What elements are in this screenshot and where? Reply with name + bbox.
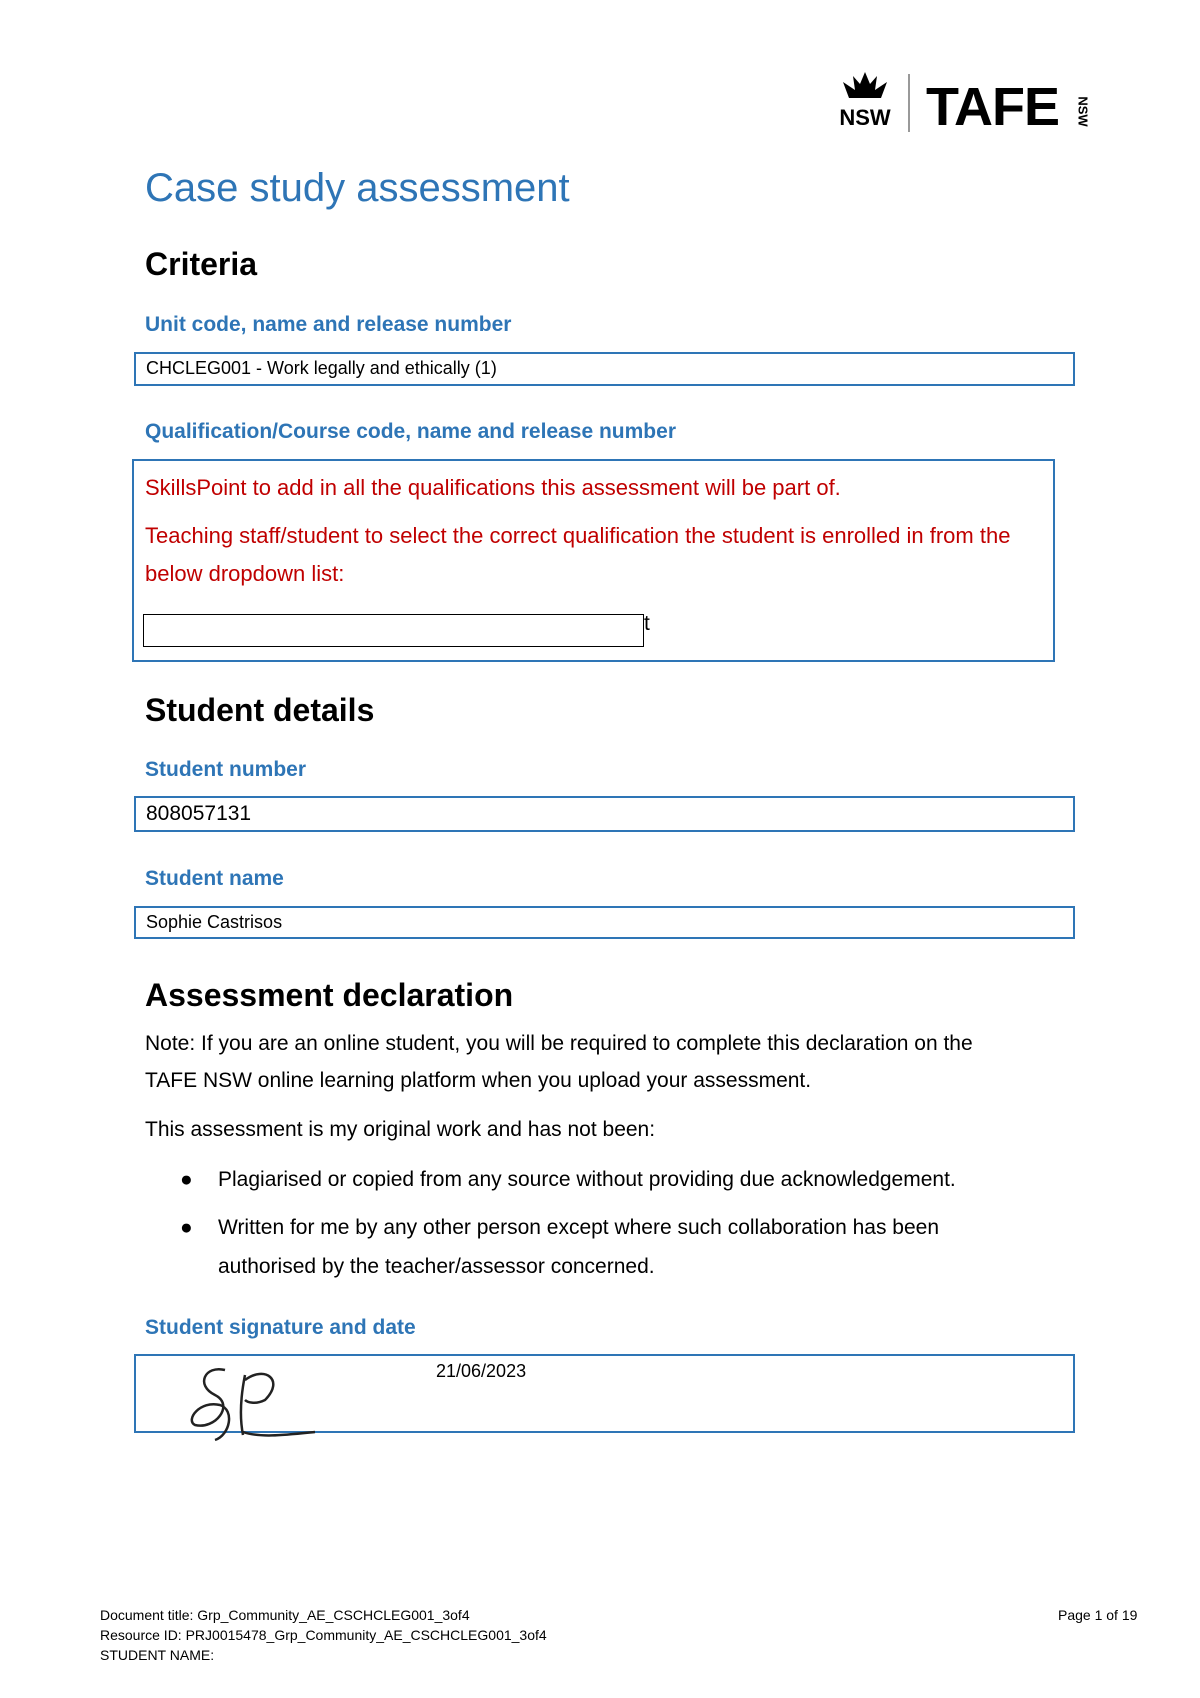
declaration-note-line-2: TAFE NSW online learning platform when you upload your assessment.: [145, 1069, 812, 1092]
tafe-logo: [926, 77, 1059, 137]
student-number-field[interactable]: [134, 796, 1075, 832]
unit-value: CHCLEG001 - Work legally and ethically (1): [146, 358, 497, 378]
qualification-label: Qualification/Course code, name and release number: [145, 420, 676, 443]
declaration-bullet-2-cont: authorised by the teacher/assessor concerned.: [218, 1255, 655, 1278]
assessment-declaration-heading: Assessment declaration: [145, 977, 514, 1013]
student-name-label: Student name: [145, 867, 284, 890]
nsw-government-logo: [835, 70, 895, 132]
declaration-bullet-2: Written for me by any other person except where such collaboration has been: [218, 1216, 940, 1239]
student-number-value: 808057131: [146, 802, 252, 825]
student-name-value: Sophie Castrisos: [146, 912, 283, 932]
logo-divider: [908, 74, 910, 132]
waratah-icon: [837, 70, 893, 102]
declaration-note-line-1: Note: If you are an online student, you will be required to complete this declaration on the: [145, 1032, 973, 1055]
student-details-heading: Student details: [145, 692, 375, 728]
bullet-icon: ●: [180, 1216, 193, 1239]
signature-date: 21/06/2023: [436, 1361, 527, 1381]
qualification-note-2: Teaching staff/student to select the correct qualification the student is enrolled in from the: [145, 523, 1011, 548]
declaration-intro: This assessment is my original work and has not been:: [145, 1118, 656, 1141]
unit-field[interactable]: [134, 352, 1075, 386]
footer-resource-id: Resource ID: PRJ0015478_Grp_Community_AE_CSCHCLEG001_3of4: [100, 1627, 547, 1643]
student-name-field[interactable]: [134, 906, 1075, 939]
stray-character: t: [644, 612, 650, 635]
qualification-note-3: below dropdown list:: [145, 561, 345, 586]
criteria-heading: Criteria: [145, 246, 258, 282]
tafe-text: TAFE: [926, 77, 1059, 137]
tafe-nsw-text: NSW: [1075, 96, 1091, 127]
signature-label: Student signature and date: [145, 1316, 416, 1339]
signature-image: [185, 1360, 320, 1442]
page-title: Case study assessment: [145, 166, 570, 210]
qualification-dropdown[interactable]: [143, 614, 644, 647]
footer-page-number: Page 1 of 19: [1058, 1607, 1138, 1623]
footer-document-title: Document title: Grp_Community_AE_CSCHCLEG001_3of4: [100, 1607, 470, 1623]
unit-label: Unit code, name and release number: [145, 313, 512, 336]
qualification-note-1: SkillsPoint to add in all the qualifications this assessment will be part of.: [145, 475, 841, 500]
nsw-text: NSW: [839, 105, 891, 130]
student-number-label: Student number: [145, 758, 306, 781]
footer-student-name: STUDENT NAME:: [100, 1647, 215, 1663]
declaration-bullet-1: Plagiarised or copied from any source without providing due acknowledgement.: [218, 1168, 956, 1191]
bullet-icon: ●: [180, 1168, 193, 1191]
